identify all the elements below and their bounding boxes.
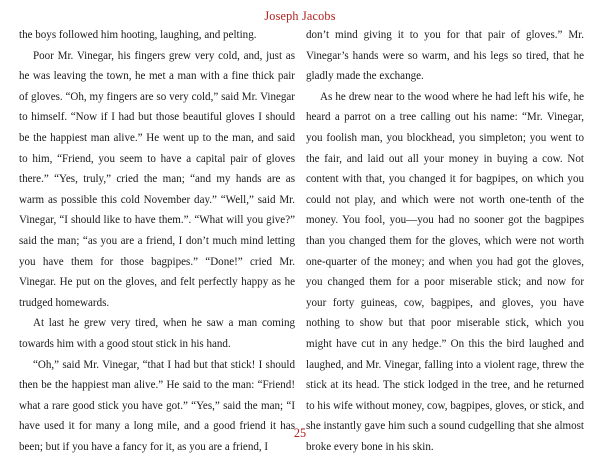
- paragraph: don’t mind giving it to you for that pair of gloves.” Mr. Vinegar’s hands were so warm, and his legs so tired, that he gladly made the exchange.: [306, 25, 584, 87]
- left-column: [19, 25, 295, 457]
- right-column: [306, 25, 584, 457]
- page-number: 25: [0, 426, 600, 441]
- paragraph: the boys followed him hooting, laughing, and pelting.: [19, 25, 295, 46]
- paragraph: “Oh,” said Mr. Vinegar, “that I had but that stick! I should then be the happiest man alive.” He said to the man: “Friend! what a rare good stick you have got.” “Yes,” said the man; “I have used it for many a long mile, and a good friend it has been; but if you have a fancy for it, as you are a friend, I: [19, 355, 295, 457]
- paragraph: Poor Mr. Vinegar, his fingers grew very cold, and, just as he was leaving the town, he met a man with a fine thick pair of gloves. “Oh, my fingers are so very cold,” said Mr. Vinegar to himself. “Now if I had but those beautiful gloves I should be the happiest man alive.” He went up to the man, and said to him, “Friend, you seem to have a capital pair of gloves there.” “Yes, truly,” cried the man; “and my hands are as warm as possible this cold November day.” “Well,” said Mr. Vinegar, “I should like to have them.”. “What will you give?” said the man; “as you are a friend, I don’t much mind letting you have them for those bagpipes.” “Done!” cried Mr. Vinegar. He put on the gloves, and felt perfectly happy as he trudged homewards.: [19, 46, 295, 314]
- paragraph: At last he grew very tired, when he saw a man coming towards him with a good stout stick in his hand.: [19, 313, 295, 354]
- paragraph: As he drew near to the wood where he had left his wife, he heard a parrot on a tree calling out his name: “Mr. Vinegar, you foolish man, you blockhead, you simpleton; you went to the fair, and laid out all your money in buying a cow. Not content with that, you changed it for bagpipes, on which you could not play, and which were not worth one-tenth of the money. You fool, you—you had no sooner got the bagpipes than you changed them for the gloves, which were not worth one-quarter of the money; and when you had got the gloves, you changed them for a poor miserable stick; and now for your forty guineas, cow, bagpipes, and gloves, you have nothing to show but that poor miserable stick, which you might have cut in any hedge.” On this the bird laughed and laughed, and Mr. Vinegar, falling into a violent rage, threw the stick at its head. The stick lodged in the tree, and he returned to his wife without money, cow, bagpipes, gloves, or stick, and she instantly gave him such a sound cudgelling that she almost broke every bone in his skin.: [306, 87, 584, 457]
- running-head: Joseph Jacobs: [0, 9, 600, 24]
